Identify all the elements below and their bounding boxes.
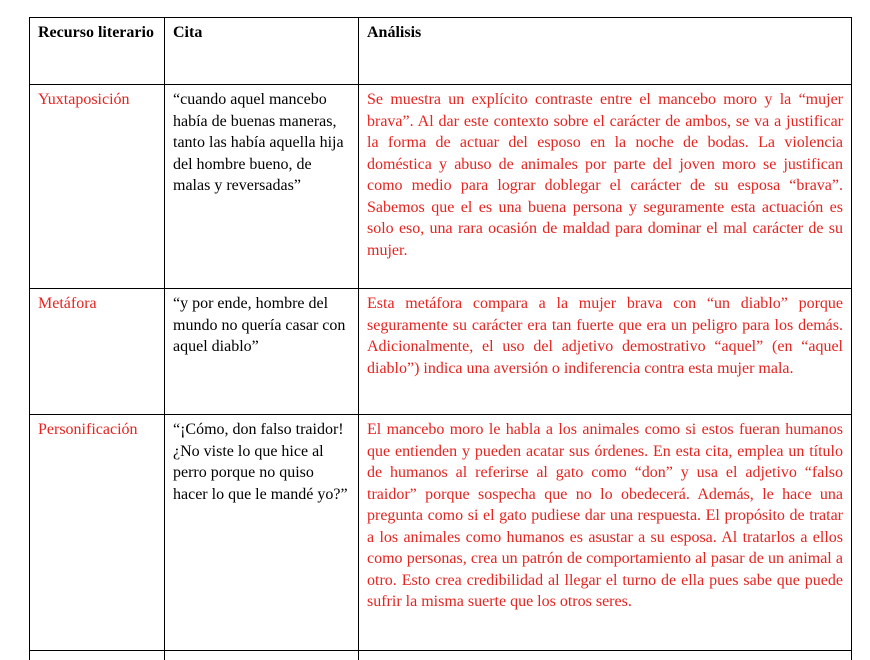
header-recurso: Recurso literario [30,18,165,85]
table-row [30,415,852,651]
table-header-row [30,18,852,85]
recurso-cell-cut-off [30,651,165,660]
table-row-cut-off [30,651,852,660]
recurso-cell: Metáfora [30,289,165,415]
recurso-cell: Yuxtaposición [30,85,165,289]
table-row [30,289,852,415]
cita-cell: “¡Cómo, don falso traidor! ¿No viste lo que hice al perro porque no quiso hacer lo que le mandé yo?” [165,415,359,651]
literary-analysis-table [29,17,852,660]
analisis-cell: El mancebo moro le habla a los animales como si estos fueran humanos que entienden y pueden acatar sus órdenes. En esta cita, emplea un título de humanos al referirse al gato como “don” y usa el adjetivo “falso traidor” porque sospecha que no lo obedecerá. Además, le hace una pregunta como si el gato pudiese dar una respuesta. El propósito de tratar a los animales como humanos es asustar a su esposa. Al tratarlos a ellos como personas, crea un patrón de comportamiento al pasar de un animal a otro. Esto crea credibilidad al llegar el turno de ella pues sabe que puede sufrir la misma suerte que los otros seres. [359,415,852,651]
header-analisis: Análisis [359,18,852,85]
recurso-cell: Personificación [30,415,165,651]
analisis-cell-cut-off [359,651,852,660]
table-row [30,85,852,289]
cita-cell-cut-off [165,651,359,660]
cita-cell: “cuando aquel mancebo había de buenas maneras, tanto las había aquella hija del hombre bueno, de malas y reversadas” [165,85,359,289]
header-cita: Cita [165,18,359,85]
cita-cell: “y por ende, hombre del mundo no quería casar con aquel diablo” [165,289,359,415]
analisis-cell: Se muestra un explícito contraste entre el mancebo moro y la “mujer brava”. Al dar este contexto sobre el carácter de ambos, se va a justificar la forma de actuar del esposo en la noche de bodas. La violencia doméstica y abuso de animales por parte del joven moro se justifican como medio para lograr doblegar el carácter de su esposa “brava”. Sabemos que el es una buena persona y seguramente esta actuación es solo eso, una rara ocasión de maldad para dominar el mal carácter de su mujer. [359,85,852,289]
analisis-cell: Esta metáfora compara a la mujer brava con “un diablo” porque seguramente su carácter era tan fuerte que era un peligro para los demás. Adicionalmente, el uso del adjetivo demostrativo “aquel” (en “aquel diablo”) indica una aversión o indiferencia contra esta mujer mala. [359,289,852,415]
